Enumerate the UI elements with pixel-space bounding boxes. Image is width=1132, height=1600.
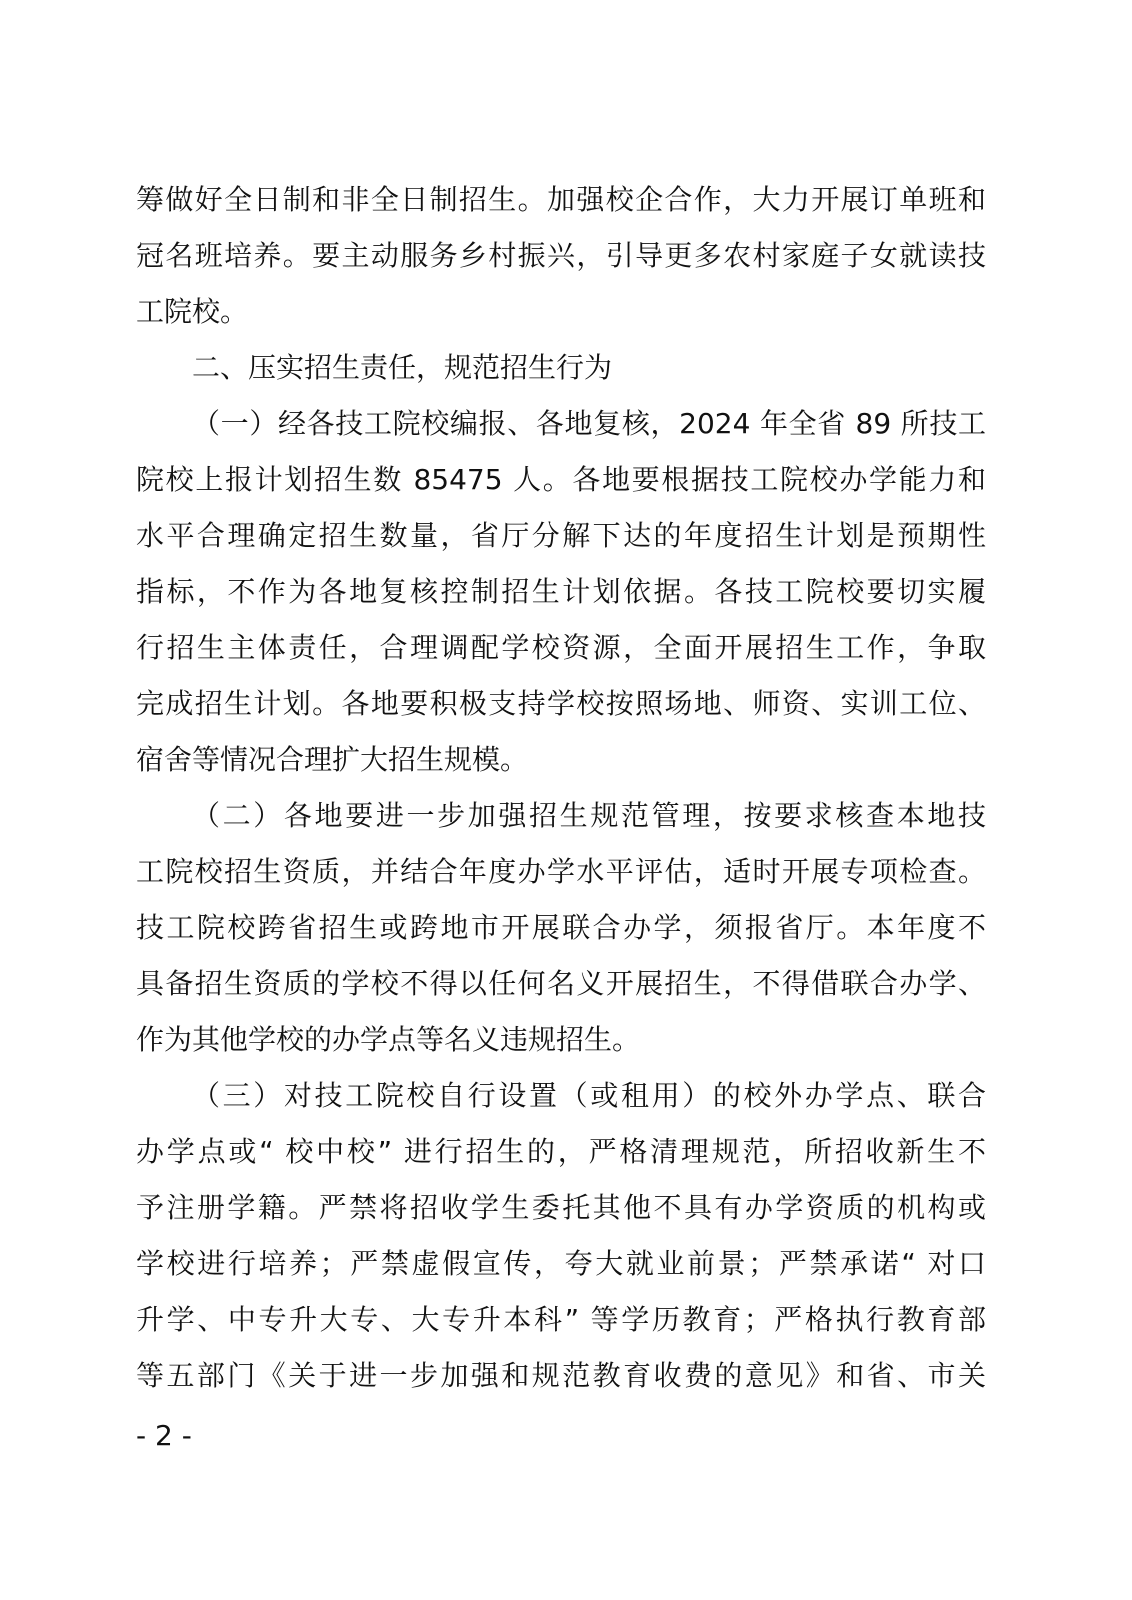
- body-line: 工院校招生资质，并结合年度办学水平评估，适时开展专项检查。: [136, 855, 986, 888]
- body-line: 升学、中专升大专、大专升本科” 等学历教育；严格执行教育部: [136, 1303, 986, 1336]
- body-line: 冠名班培养。要主动服务乡村振兴，引导更多农村家庭子女就读技: [136, 239, 986, 272]
- body-line: （二）各地要进一步加强招生规范管理，按要求核查本地技: [192, 799, 986, 832]
- body-line: 具备招生资质的学校不得以任何名义开展招生，不得借联合办学、: [136, 967, 986, 1000]
- body-line: 院校上报计划招生数 85475 人。各地要根据技工院校办学能力和: [136, 463, 986, 496]
- body-line: 等五部门《关于进一步加强和规范教育收费的意见》和省、市关: [136, 1359, 986, 1392]
- section-heading: 二、压实招生责任，规范招生行为: [192, 351, 613, 384]
- document-body: [136, 172, 986, 1404]
- body-line: 技工院校跨省招生或跨地市开展联合办学，须报省厅。本年度不: [136, 911, 986, 944]
- body-line: 完成招生计划。各地要积极支持学校按照场地、师资、实训工位、: [136, 687, 986, 720]
- body-line: 办学点或“ 校中校” 进行招生的，严格清理规范，所招收新生不: [136, 1135, 986, 1168]
- body-line: 行招生主体责任，合理调配学校资源，全面开展招生工作，争取: [136, 631, 986, 664]
- body-line: 宿舍等情况合理扩大招生规模。: [136, 743, 529, 776]
- body-line: 筹做好全日制和非全日制招生。加强校企合作，大力开展订单班和: [136, 183, 986, 216]
- body-line: 予注册学籍。严禁将招收学生委托其他不具有办学资质的机构或: [136, 1191, 986, 1224]
- body-line: 指标，不作为各地复核控制招生计划依据。各技工院校要切实履: [136, 575, 986, 608]
- body-line: （三）对技工院校自行设置（或租用）的校外办学点、联合: [192, 1079, 986, 1112]
- body-line: 作为其他学校的办学点等名义违规招生。: [136, 1023, 641, 1056]
- body-line: 工院校。: [136, 295, 249, 328]
- body-line: 水平合理确定招生数量，省厅分解下达的年度招生计划是预期性: [136, 519, 986, 552]
- page-number: - 2 -: [136, 1419, 192, 1452]
- body-line: 学校进行培养；严禁虚假宣传，夸大就业前景；严禁承诺“ 对口: [136, 1247, 986, 1280]
- body-line: （一）经各技工院校编报、各地复核，2024 年全省 89 所技工: [192, 407, 986, 440]
